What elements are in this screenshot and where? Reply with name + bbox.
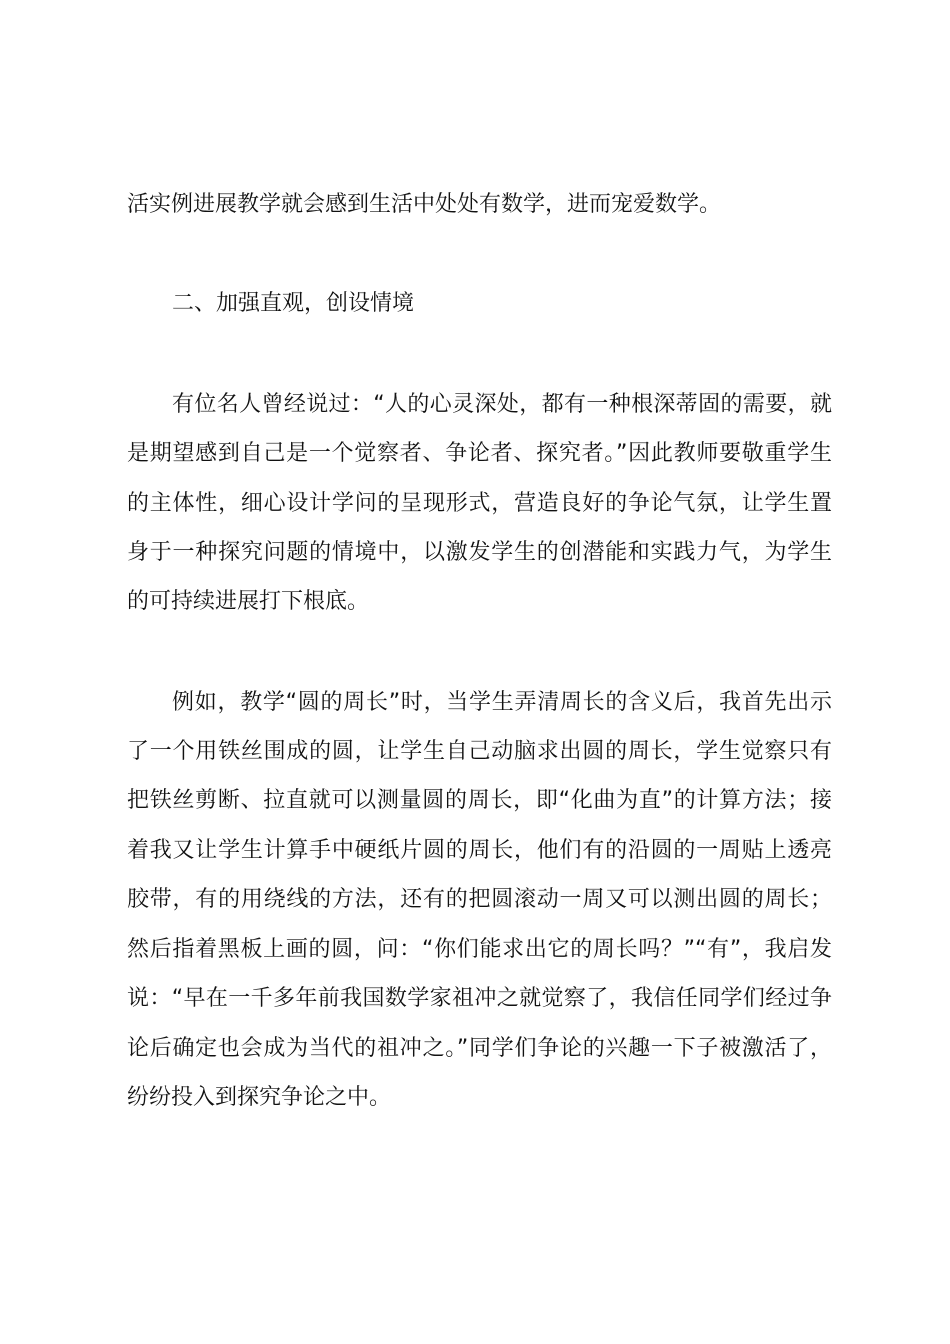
paragraph-4-line-6: 然后指着黑板上画的圆，问：“你们能求出它的周长吗？”“有”，我启发 [127,937,832,962]
paragraph-3-line-3: 的主体性，细心设计学问的呈现形式，营造良好的争论气氛，让学生置 [127,491,832,516]
paragraph-3-line-4: 身于一种探究问题的情境中，以激发学生的创潜能和实践力气，为学生 [127,540,832,565]
paragraph-4-line-7: 说：“早在一千多年前我国数学家祖冲之就觉察了，我信任同学们经过争 [127,986,832,1011]
paragraph-4-line-5: 胶带，有的用绕线的方法，还有的把圆滚动一周又可以测出圆的周长； [127,887,832,912]
paragraph-4-line-2: 了一个用铁丝围成的圆，让学生自己动脑求出圆的周长，学生觉察只有 [127,739,832,764]
paragraph-4-line-3: 把铁丝剪断、拉直就可以测量圆的周长，即“化曲为直”的计算方法；接 [127,788,832,813]
paragraph-3-line-2: 是期望感到自己是一个觉察者、争论者、探究者。”因此教师要敬重学生 [127,441,832,466]
paragraph-1-line-1: 活实例进展教学就会感到生活中处处有数学，进而宠爱数学。 [127,192,722,217]
section-heading: 二、加强直观，创设情境 [172,291,415,316]
paragraph-4-line-8: 论后确定也会成为当代的祖冲之。”同学们争论的兴趣一下子被激活了， [127,1036,832,1061]
paragraph-3-line-5: 的可持续进展打下根底。 [127,589,370,614]
paragraph-4-line-9: 纷纷投入到探究争论之中。 [127,1085,392,1110]
paragraph-4-line-1: 例如，教学“圆的周长”时，当学生弄清周长的含义后，我首先出示 [172,690,832,715]
paragraph-3-line-1: 有位名人曾经说过：“人的心灵深处，都有一种根深蒂固的需要，就 [172,392,832,417]
paragraph-4-line-4: 着我又让学生计算手中硬纸片圆的周长，他们有的沿圆的一周贴上透亮 [127,838,832,863]
